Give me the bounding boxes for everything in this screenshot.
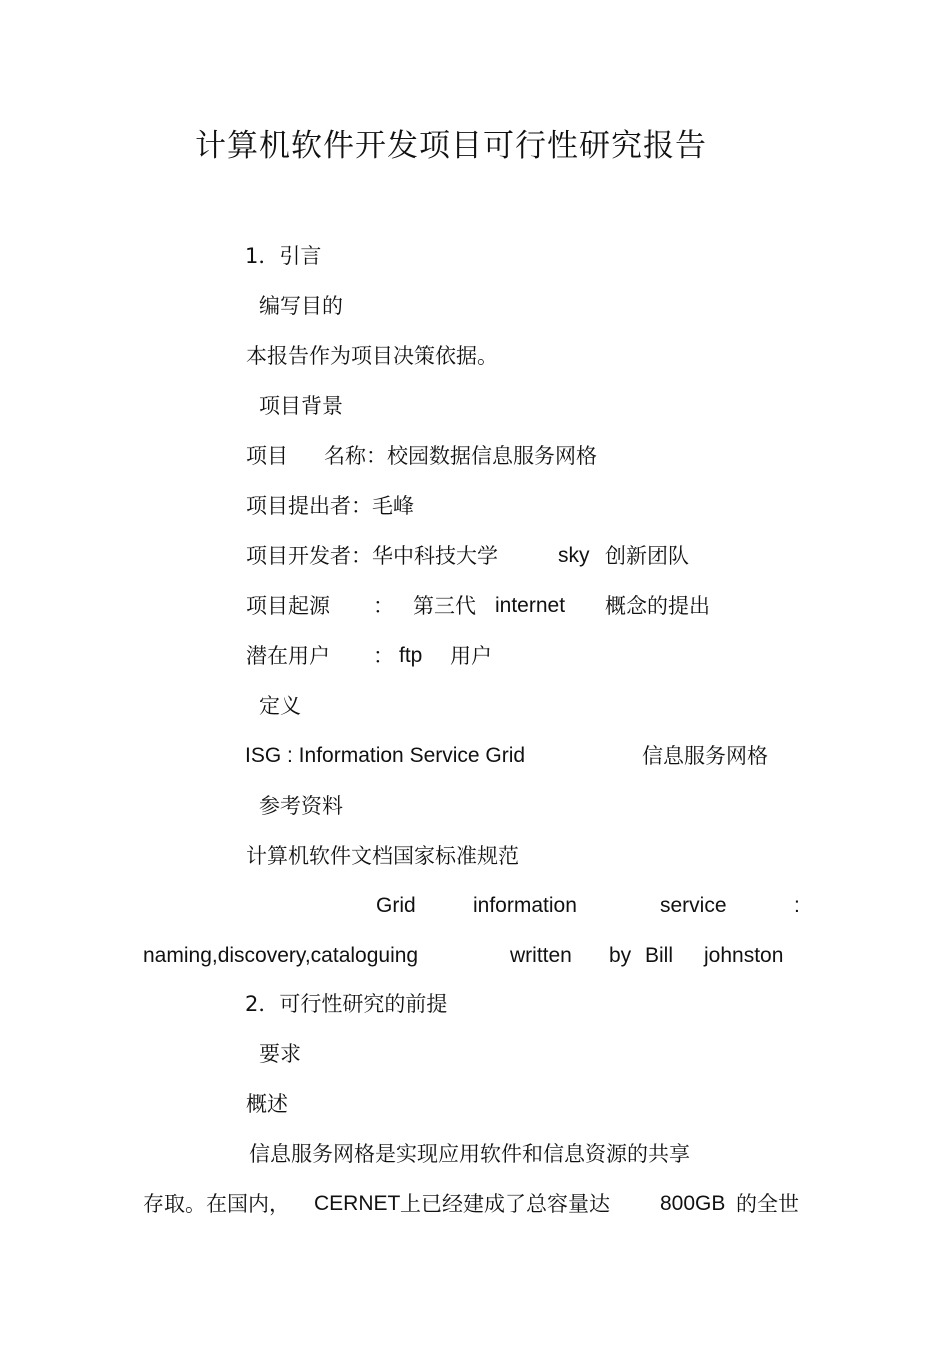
- potential-users-ftp: ftp: [399, 644, 423, 667]
- project-origin-label: 项目起源: [246, 594, 330, 618]
- potential-users-value: 用户: [450, 644, 492, 668]
- section-heading-introduction: 1．引言: [245, 244, 322, 268]
- project-developer-row: [0, 542, 950, 570]
- project-developer-team: sky: [558, 544, 590, 567]
- project-origin-text-2: internet: [495, 594, 566, 617]
- subheading-references: 参考资料: [259, 794, 343, 818]
- project-origin-text-1: 第三代: [413, 594, 476, 618]
- reference-word-johnston: johnston: [704, 944, 784, 967]
- reference-word-service: service: [660, 894, 727, 917]
- project-origin-colon: ：: [373, 594, 394, 618]
- potential-users-label: 潜在用户: [246, 644, 330, 668]
- reference-item-1: 计算机软件文档国家标准规范: [246, 844, 519, 868]
- reference-item-2-line-1: [0, 892, 950, 920]
- project-name-value: 名称：校园数据信息服务网格: [324, 444, 597, 468]
- reference-word-bill: Bill: [645, 944, 674, 967]
- subheading-background: 项目背景: [259, 394, 343, 418]
- project-name-row: [0, 442, 950, 470]
- reference-item-2-line-2: [0, 942, 950, 970]
- subheading-overview: 概述: [246, 1092, 288, 1116]
- potential-users-colon: ：: [373, 644, 394, 668]
- reference-word-by: by: [609, 944, 632, 967]
- potential-users-row: [0, 642, 950, 670]
- reference-word-information: information: [473, 894, 577, 917]
- project-proposer-row: 项目提出者：毛峰: [246, 494, 414, 518]
- overview-text-1: 存取。在国内，: [143, 1192, 290, 1216]
- subheading-definitions: 定义: [259, 694, 301, 718]
- paragraph-purpose: 本报告作为项目决策依据。: [246, 344, 498, 368]
- overview-capacity: 800GB: [660, 1192, 726, 1215]
- reference-colon: :: [794, 894, 800, 917]
- subheading-requirements: 要求: [259, 1042, 301, 1066]
- project-name-label: 项目: [246, 444, 288, 468]
- paragraph-overview-line-1: 信息服务网格是实现应用软件和信息资源的共享: [249, 1142, 690, 1166]
- project-origin-row: [0, 592, 950, 620]
- overview-text-2: 上已经建成了总容量达: [400, 1192, 610, 1216]
- document-title: 计算机软件开发项目可行性研究报告: [195, 128, 707, 164]
- project-developer-team-suffix: 创新团队: [605, 544, 689, 568]
- definition-isg-row: [0, 742, 950, 770]
- subheading-purpose: 编写目的: [259, 294, 343, 318]
- paragraph-overview-line-2: [0, 1190, 950, 1218]
- project-developer-label: 项目开发者：华中科技大学: [246, 544, 498, 568]
- overview-cernet: CERNET: [314, 1192, 401, 1215]
- overview-text-3: 的全世: [736, 1192, 799, 1216]
- reference-word-written: written: [510, 944, 572, 967]
- definition-isg-term: ISG : Information Service Grid: [245, 744, 526, 767]
- project-origin-text-3: 概念的提出: [605, 594, 710, 618]
- reference-word-grid: Grid: [376, 894, 416, 917]
- reference-word-naming: naming,discovery,cataloguing: [143, 944, 419, 967]
- section-heading-prerequisites: 2．可行性研究的前提: [245, 992, 448, 1016]
- definition-isg-meaning: 信息服务网格: [642, 744, 768, 768]
